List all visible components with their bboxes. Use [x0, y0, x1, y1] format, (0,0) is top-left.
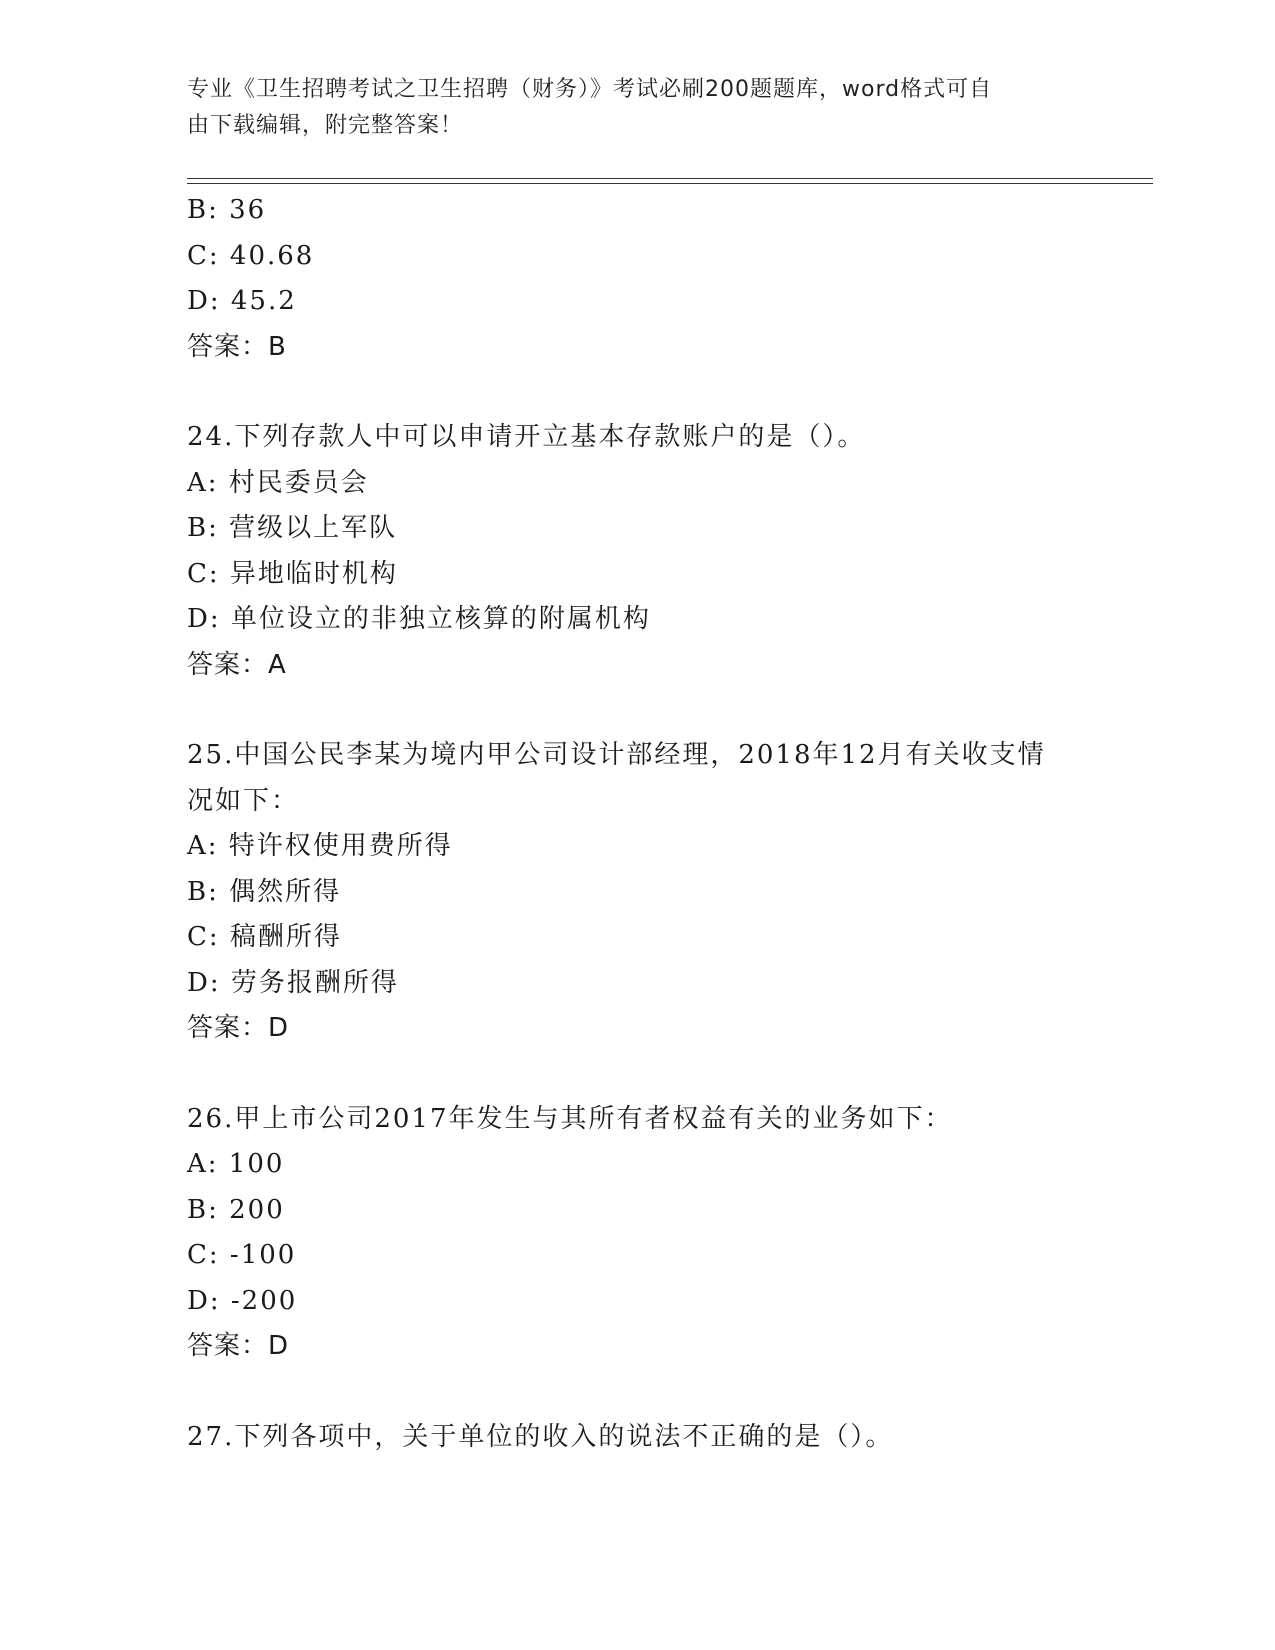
question-27: [187, 1415, 1087, 1461]
question-text: 27.下列各项中，关于单位的收入的说法不正确的是（）。: [187, 1421, 894, 1452]
header-divider-bottom: [187, 183, 1153, 184]
question-text-line-2: 况如下：: [187, 785, 300, 816]
answer: 答案：D: [187, 1331, 290, 1361]
option-c: C: 异地临时机构: [187, 558, 398, 589]
option-b: B: 营级以上军队: [187, 513, 398, 543]
option-a: A: 特许权使用费所得: [187, 831, 453, 861]
spacer: [187, 1370, 1087, 1415]
option-d: D: 45.2: [187, 286, 297, 316]
document-header: [187, 72, 1067, 144]
question-25: [187, 733, 1087, 1052]
option-c: C: 40.68: [187, 240, 315, 271]
question-text: 26.甲上市公司2017年发生与其所有者权益有关的业务如下：: [187, 1103, 953, 1134]
spacer: [187, 370, 1087, 415]
spacer: [187, 688, 1087, 733]
question-23-tail: [187, 188, 1087, 370]
option-a: A: 村民委员会: [187, 467, 369, 498]
question-text-line-1: 25.中国公民李某为境内甲公司设计部经理，2018年12月有关收支情: [187, 740, 1046, 770]
option-b: B: 36: [187, 195, 267, 225]
option-b: B: 200: [187, 1194, 285, 1225]
question-text: 24.下列存款人中可以申请开立基本存款账户的是（）。: [187, 422, 866, 452]
option-d: D: 单位设立的非独立核算的附属机构: [187, 604, 651, 634]
option-c: C: 稿酬所得: [187, 922, 342, 952]
question-24: [187, 415, 1087, 688]
option-a: A: 100: [187, 1149, 285, 1179]
header-line-2: 由下载编辑，附完整答案！: [187, 113, 464, 138]
answer: 答案：D: [187, 1013, 290, 1043]
header-divider-top: [187, 178, 1153, 179]
spacer: [187, 1052, 1087, 1097]
question-26: [187, 1097, 1087, 1370]
question-list: [187, 188, 1087, 1460]
option-d: D: 劳务报酬所得: [187, 967, 399, 998]
answer: 答案：B: [187, 331, 287, 362]
option-d: D: -200: [187, 1285, 298, 1316]
answer: 答案：A: [187, 649, 287, 680]
option-c: C: -100: [187, 1240, 297, 1270]
header-line-1: 专业《卫生招聘考试之卫生招聘（财务）》考试必刷200题题库，word格式可自: [187, 77, 993, 102]
option-b: B: 偶然所得: [187, 876, 342, 907]
